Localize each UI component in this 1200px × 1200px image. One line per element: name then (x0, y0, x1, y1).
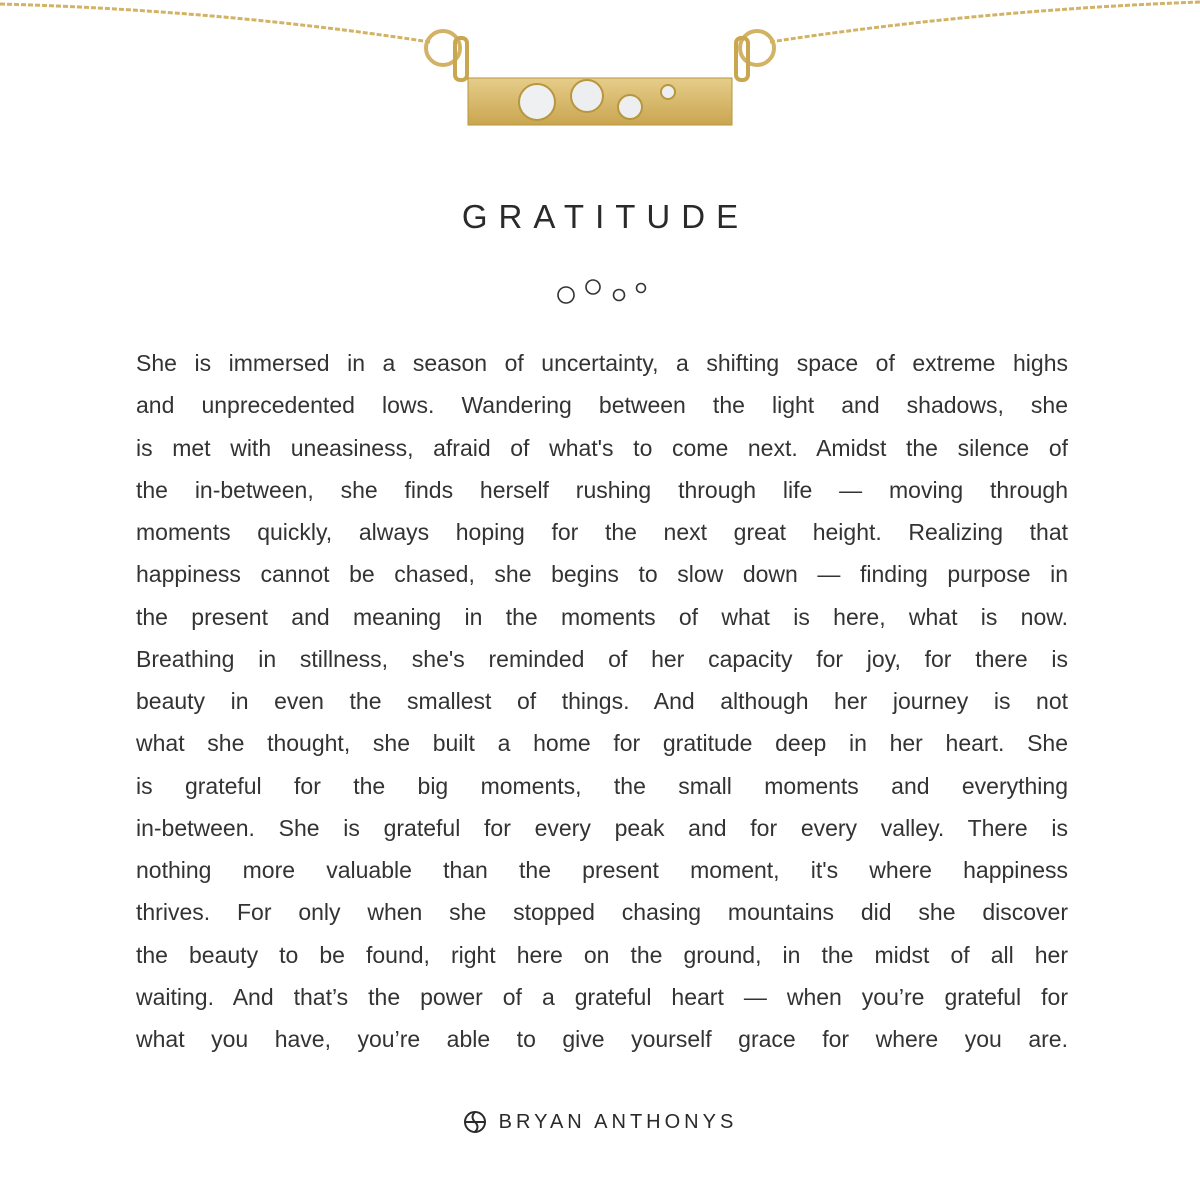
crystal (661, 85, 675, 99)
text-line: in-between. She is grateful for every peak and for every valley. There is (136, 814, 1068, 841)
text-line: is grateful for the big moments, the small moments and everything (136, 772, 1068, 799)
globe-logo-icon (463, 1110, 487, 1134)
text-line: Breathing in stillness, she's reminded of her capacity for joy, for there is (136, 645, 1068, 672)
chain-right (770, 2, 1200, 42)
text-line: the beauty to be found, right here on the ground, in the midst of all her (136, 941, 1068, 968)
text-line: what you have, you’re able to give yourself grace for where you are. (136, 1026, 1068, 1052)
crystal (519, 84, 555, 120)
brand-footer (0, 1110, 1200, 1134)
text-line: what she thought, she built a home for gratitude deep in her heart. She (136, 730, 1068, 757)
circles-motif-icon (550, 275, 650, 305)
text-line: is met with uneasiness, afraid of what's to come next. Amidst the silence of (136, 434, 1068, 461)
text-line: thrives. For only when she stopped chasing mountains did she discover (136, 899, 1068, 926)
chain-left (0, 4, 430, 42)
crystal (618, 95, 642, 119)
text-line: the in-between, she finds herself rushing through life — moving through (136, 476, 1068, 503)
text-line: and unprecedented lows. Wandering between the light and shadows, she (136, 392, 1068, 419)
text-line: happiness cannot be chased, she begins to slow down — finding purpose in (136, 561, 1068, 588)
crystal (571, 80, 603, 112)
necklace-image (0, 0, 1200, 140)
text-line: moments quickly, always hoping for the next great height. Realizing that (136, 519, 1068, 545)
text-line: nothing more valuable than the present moment, it's where happiness (136, 857, 1068, 883)
text-line: She is immersed in a season of uncertainty, a shifting space of extreme highs (136, 350, 1068, 376)
page-title: GRATITUDE (461, 198, 750, 235)
story-text (136, 342, 1068, 1060)
text-line: beauty in even the smallest of things. And although her journey is not (136, 688, 1068, 714)
text-line: waiting. And that’s the power of a grateful heart — when you’re grateful for (136, 983, 1068, 1010)
brand-name: BRYAN ANTHONYS (498, 1110, 738, 1133)
text-line: the present and meaning in the moments of what is here, what is now. (136, 603, 1068, 630)
